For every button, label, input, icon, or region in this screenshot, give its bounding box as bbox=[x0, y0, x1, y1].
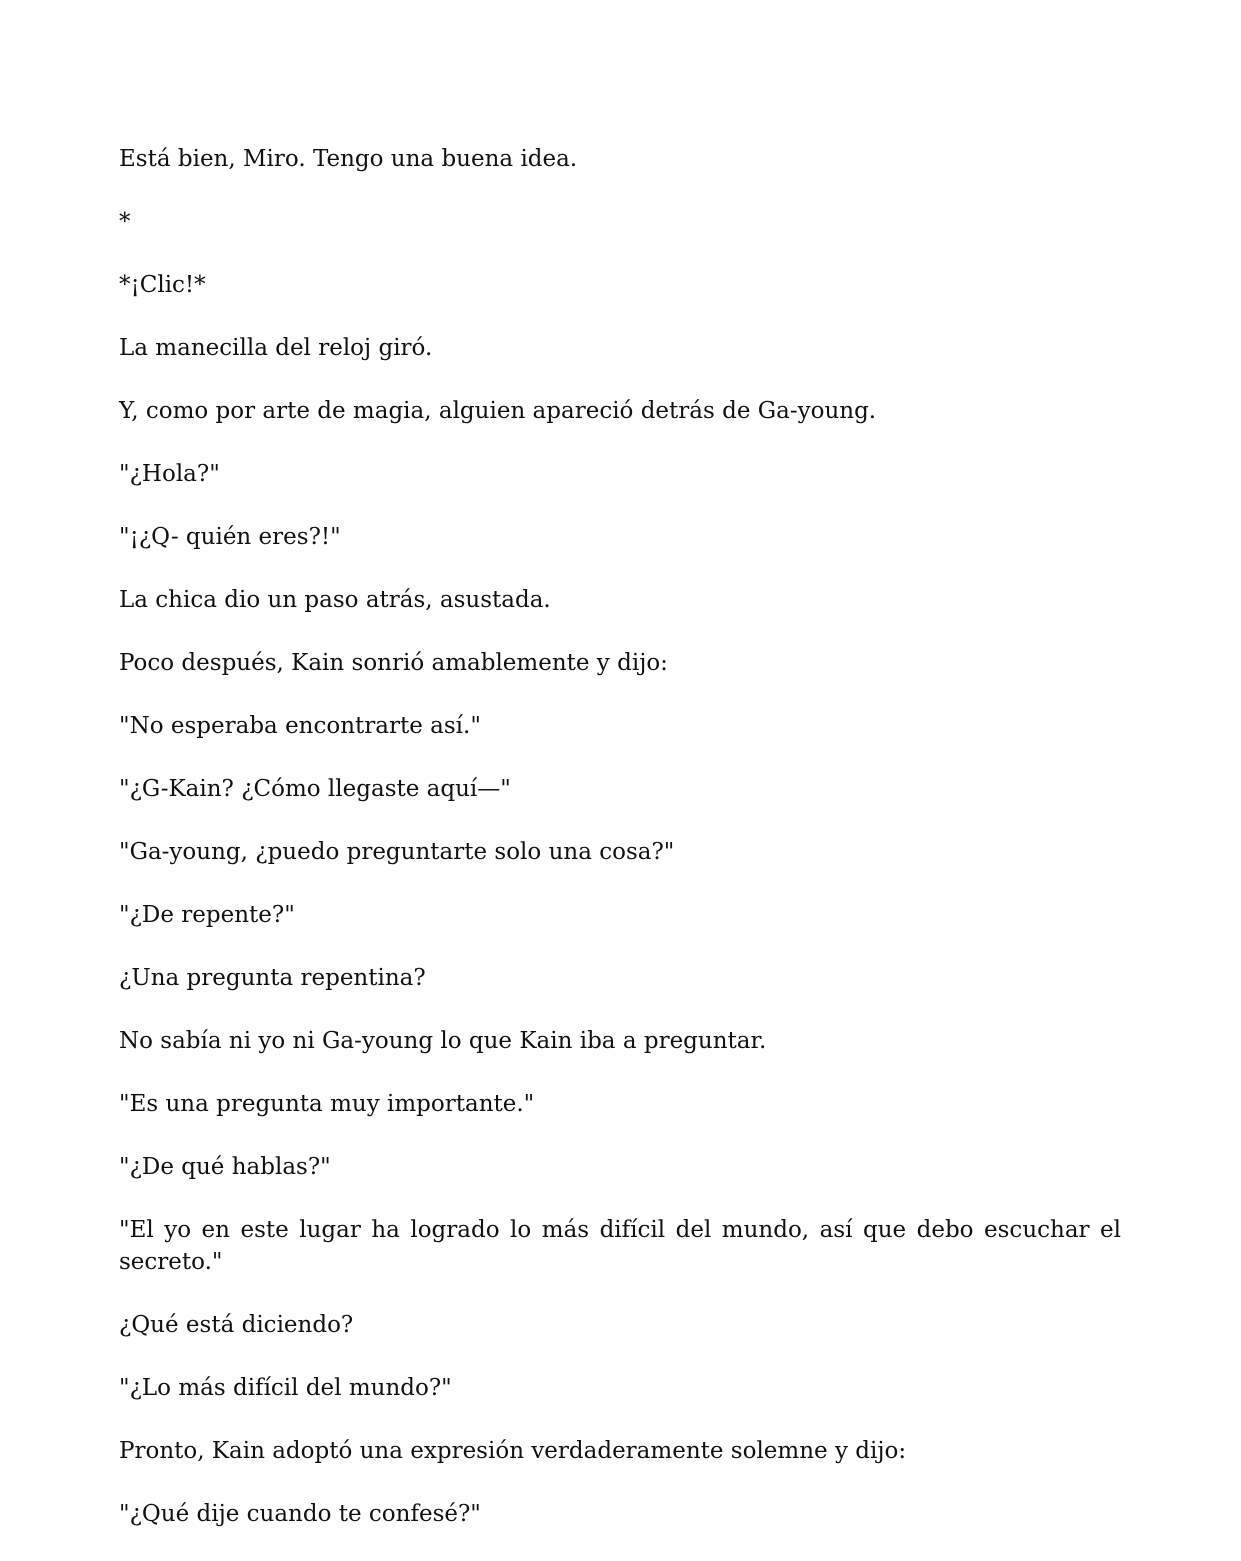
paragraph: ¿Una pregunta repentina? bbox=[119, 965, 426, 991]
paragraph: No sabía ni yo ni Ga-young lo que Kain iba a preguntar. bbox=[119, 1028, 767, 1054]
dialogue-line: "Es una pregunta muy importante." bbox=[119, 1091, 535, 1117]
document-body bbox=[119, 143, 1121, 1561]
dialogue-line: "¿De repente?" bbox=[119, 902, 295, 928]
dialogue-line: "¿Lo más difícil del mundo?" bbox=[119, 1375, 452, 1401]
dialogue-line: "El yo en este lugar ha logrado lo más difícil del mundo, así que debo escuchar el secreto." bbox=[119, 1217, 1121, 1275]
dialogue-line: "¿G-Kain? ¿Cómo llegaste aquí—" bbox=[119, 776, 511, 802]
paragraph: Está bien, Miro. Tengo una buena idea. bbox=[119, 146, 578, 172]
paragraph: La manecilla del reloj giró. bbox=[119, 335, 433, 361]
dialogue-line: "¿Qué dije cuando te confesé?" bbox=[119, 1501, 481, 1527]
dialogue-line: "No esperaba encontrarte así." bbox=[119, 713, 481, 739]
dialogue-line: "¡¿Q- quién eres?!" bbox=[119, 524, 341, 550]
paragraph: La chica dio un paso atrás, asustada. bbox=[119, 587, 551, 613]
dialogue-line: "¿De qué hablas?" bbox=[119, 1154, 331, 1180]
scene-break: * bbox=[119, 209, 131, 235]
paragraph: Poco después, Kain sonrió amablemente y dijo: bbox=[119, 650, 668, 676]
paragraph: *¡Clic!* bbox=[119, 272, 206, 298]
paragraph: ¿Qué está diciendo? bbox=[119, 1312, 354, 1338]
dialogue-line: "¿Hola?" bbox=[119, 461, 220, 487]
paragraph: Y, como por arte de magia, alguien apareció detrás de Ga-young. bbox=[119, 398, 877, 424]
dialogue-line: "Ga-young, ¿puedo preguntarte solo una cosa?" bbox=[119, 839, 675, 865]
paragraph: Pronto, Kain adoptó una expresión verdaderamente solemne y dijo: bbox=[119, 1438, 907, 1464]
